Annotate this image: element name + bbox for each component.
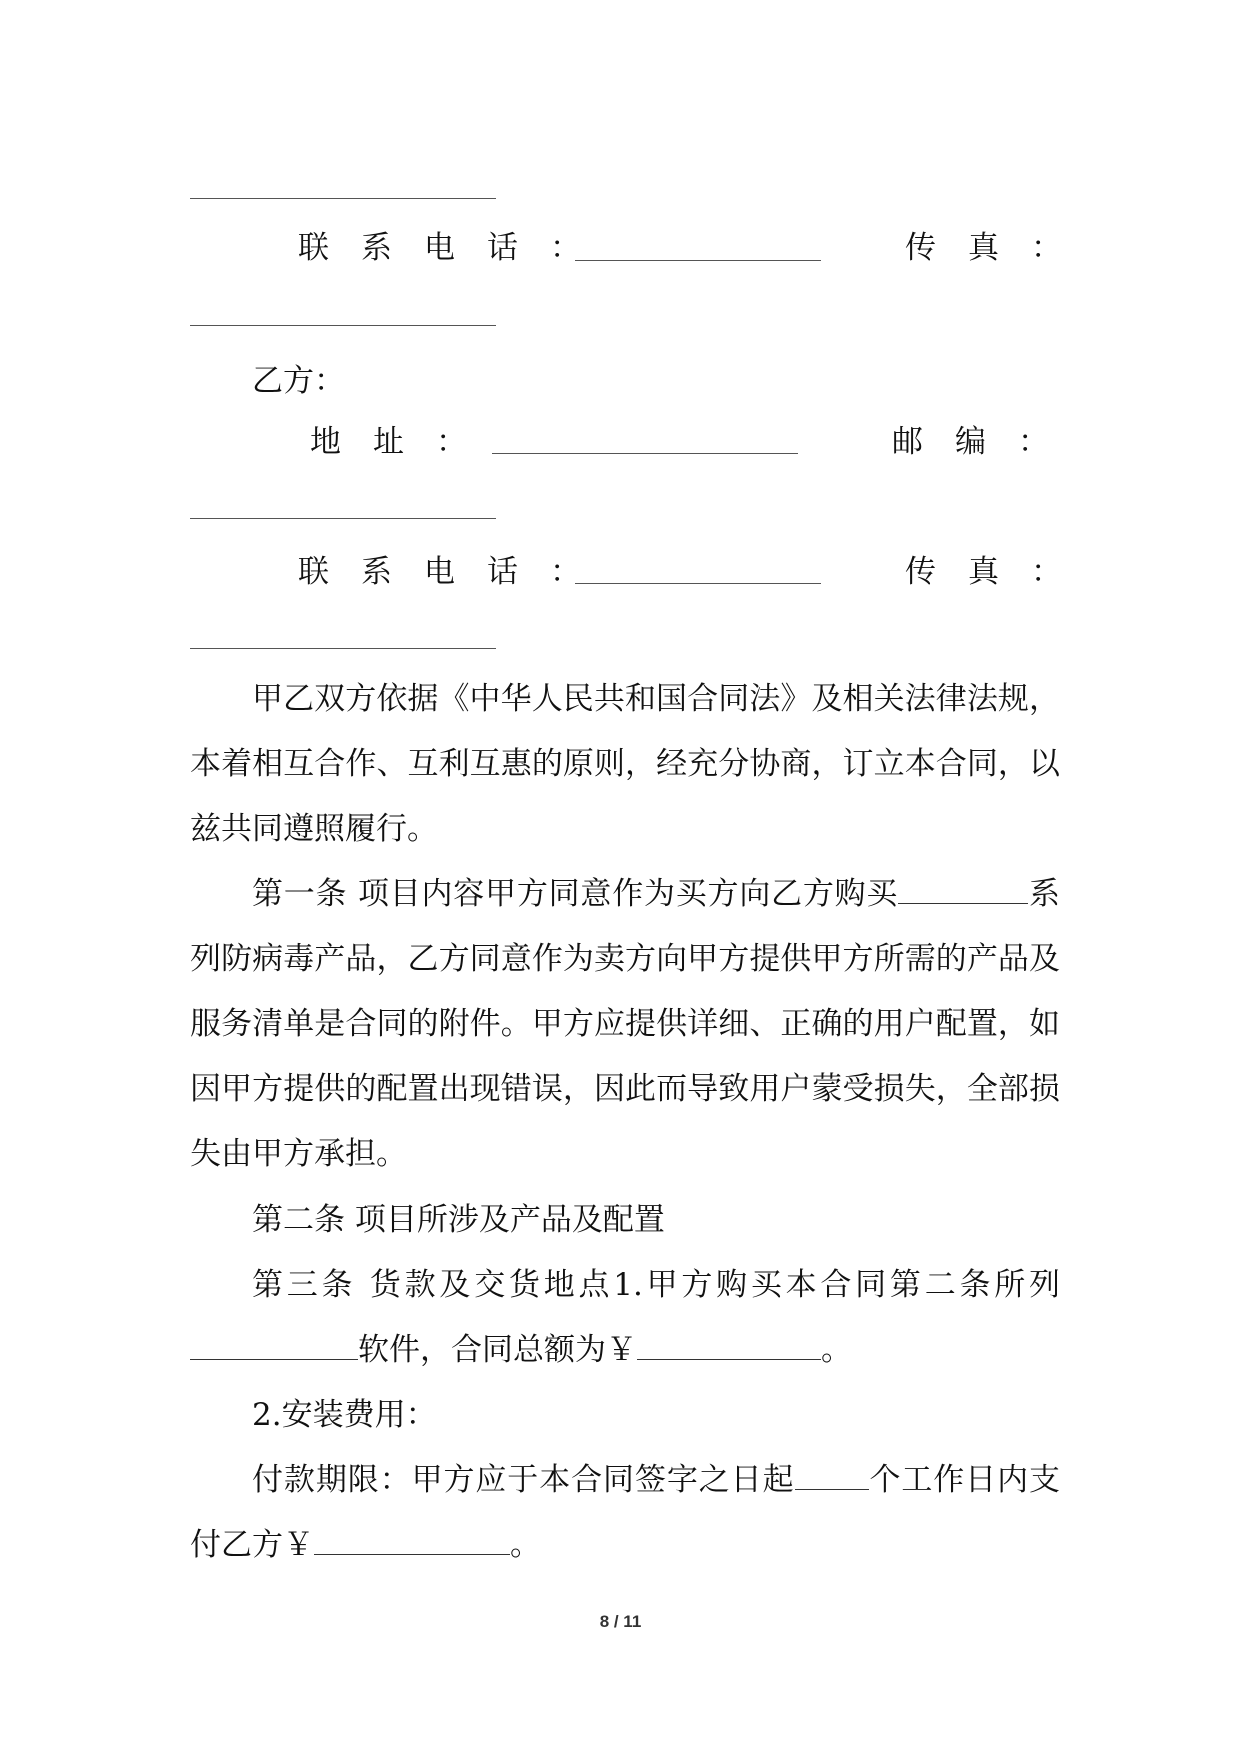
payment-text: 付款期限：甲方应于本合同签字之日起 <box>252 1462 795 1498</box>
software-blank <box>190 1335 358 1360</box>
period: 。 <box>821 1332 852 1368</box>
party-b-title: 乙方： <box>252 363 345 399</box>
preamble-paragraph: 甲乙双方依据《中华人民共和国合同法》及相关法律法规，本着相互合作、互利互惠的原则，经充分协商，订立本合同，以兹共同遵照履行。 <box>190 681 1060 847</box>
fax-label: 传真： <box>905 230 1094 266</box>
blank-line <box>190 198 496 199</box>
payment-text-cont: 个工作日内支付乙方￥ <box>190 1462 1061 1563</box>
postcode-row <box>892 422 1081 462</box>
party-b-address-row <box>310 422 499 462</box>
phone-label: 联系电话： <box>298 230 613 266</box>
phone-blank <box>575 260 821 261</box>
page-number: 8 / 11 <box>599 1612 642 1631</box>
party-a-phone-row <box>298 228 613 268</box>
article-1-text: 第一条 项目内容甲方同意作为买方向乙方购买 <box>252 876 899 912</box>
phone-label: 联系电话： <box>298 554 613 590</box>
payment-amount-blank <box>314 1530 510 1555</box>
product-series-blank <box>898 879 1028 904</box>
article-3-paragraph <box>190 1253 1060 1383</box>
address-blank <box>492 453 798 454</box>
fax-blank <box>190 325 496 326</box>
article-3-text: 第三条 货款及交货地点1.甲方购买本合同第二条所列 <box>252 1267 1060 1303</box>
phone-blank <box>575 583 821 584</box>
fax-row <box>905 552 1094 592</box>
fax-blank <box>190 648 496 649</box>
postcode-label: 邮编： <box>892 424 1081 460</box>
period: 。 <box>510 1527 541 1563</box>
payment-paragraph <box>190 1448 1060 1578</box>
article-1-text-cont: 系列防病毒产品，乙方同意作为卖方向甲方提供甲方所需的产品及服务清单是合同的附件。甲方应提供详细、正确的用户配置，如因甲方提供的配置出现错误，因此而导致用户蒙受损失，全部损失由甲方承担。 <box>190 876 1060 1172</box>
article-1-paragraph <box>190 862 1060 1187</box>
workdays-blank <box>795 1465 869 1490</box>
fax-label: 传真： <box>905 554 1094 590</box>
total-amount-blank <box>637 1335 821 1360</box>
article-2-heading: 第二条 项目所涉及产品及配置 <box>252 1202 665 1238</box>
address-label: 地址： <box>310 424 499 460</box>
item-2-heading: 2.安装费用： <box>252 1397 437 1433</box>
party-b-phone-row <box>298 552 613 592</box>
postcode-blank <box>190 518 496 519</box>
article-3-text-cont: 软件，合同总额为￥ <box>358 1332 637 1368</box>
fax-row <box>905 228 1094 268</box>
